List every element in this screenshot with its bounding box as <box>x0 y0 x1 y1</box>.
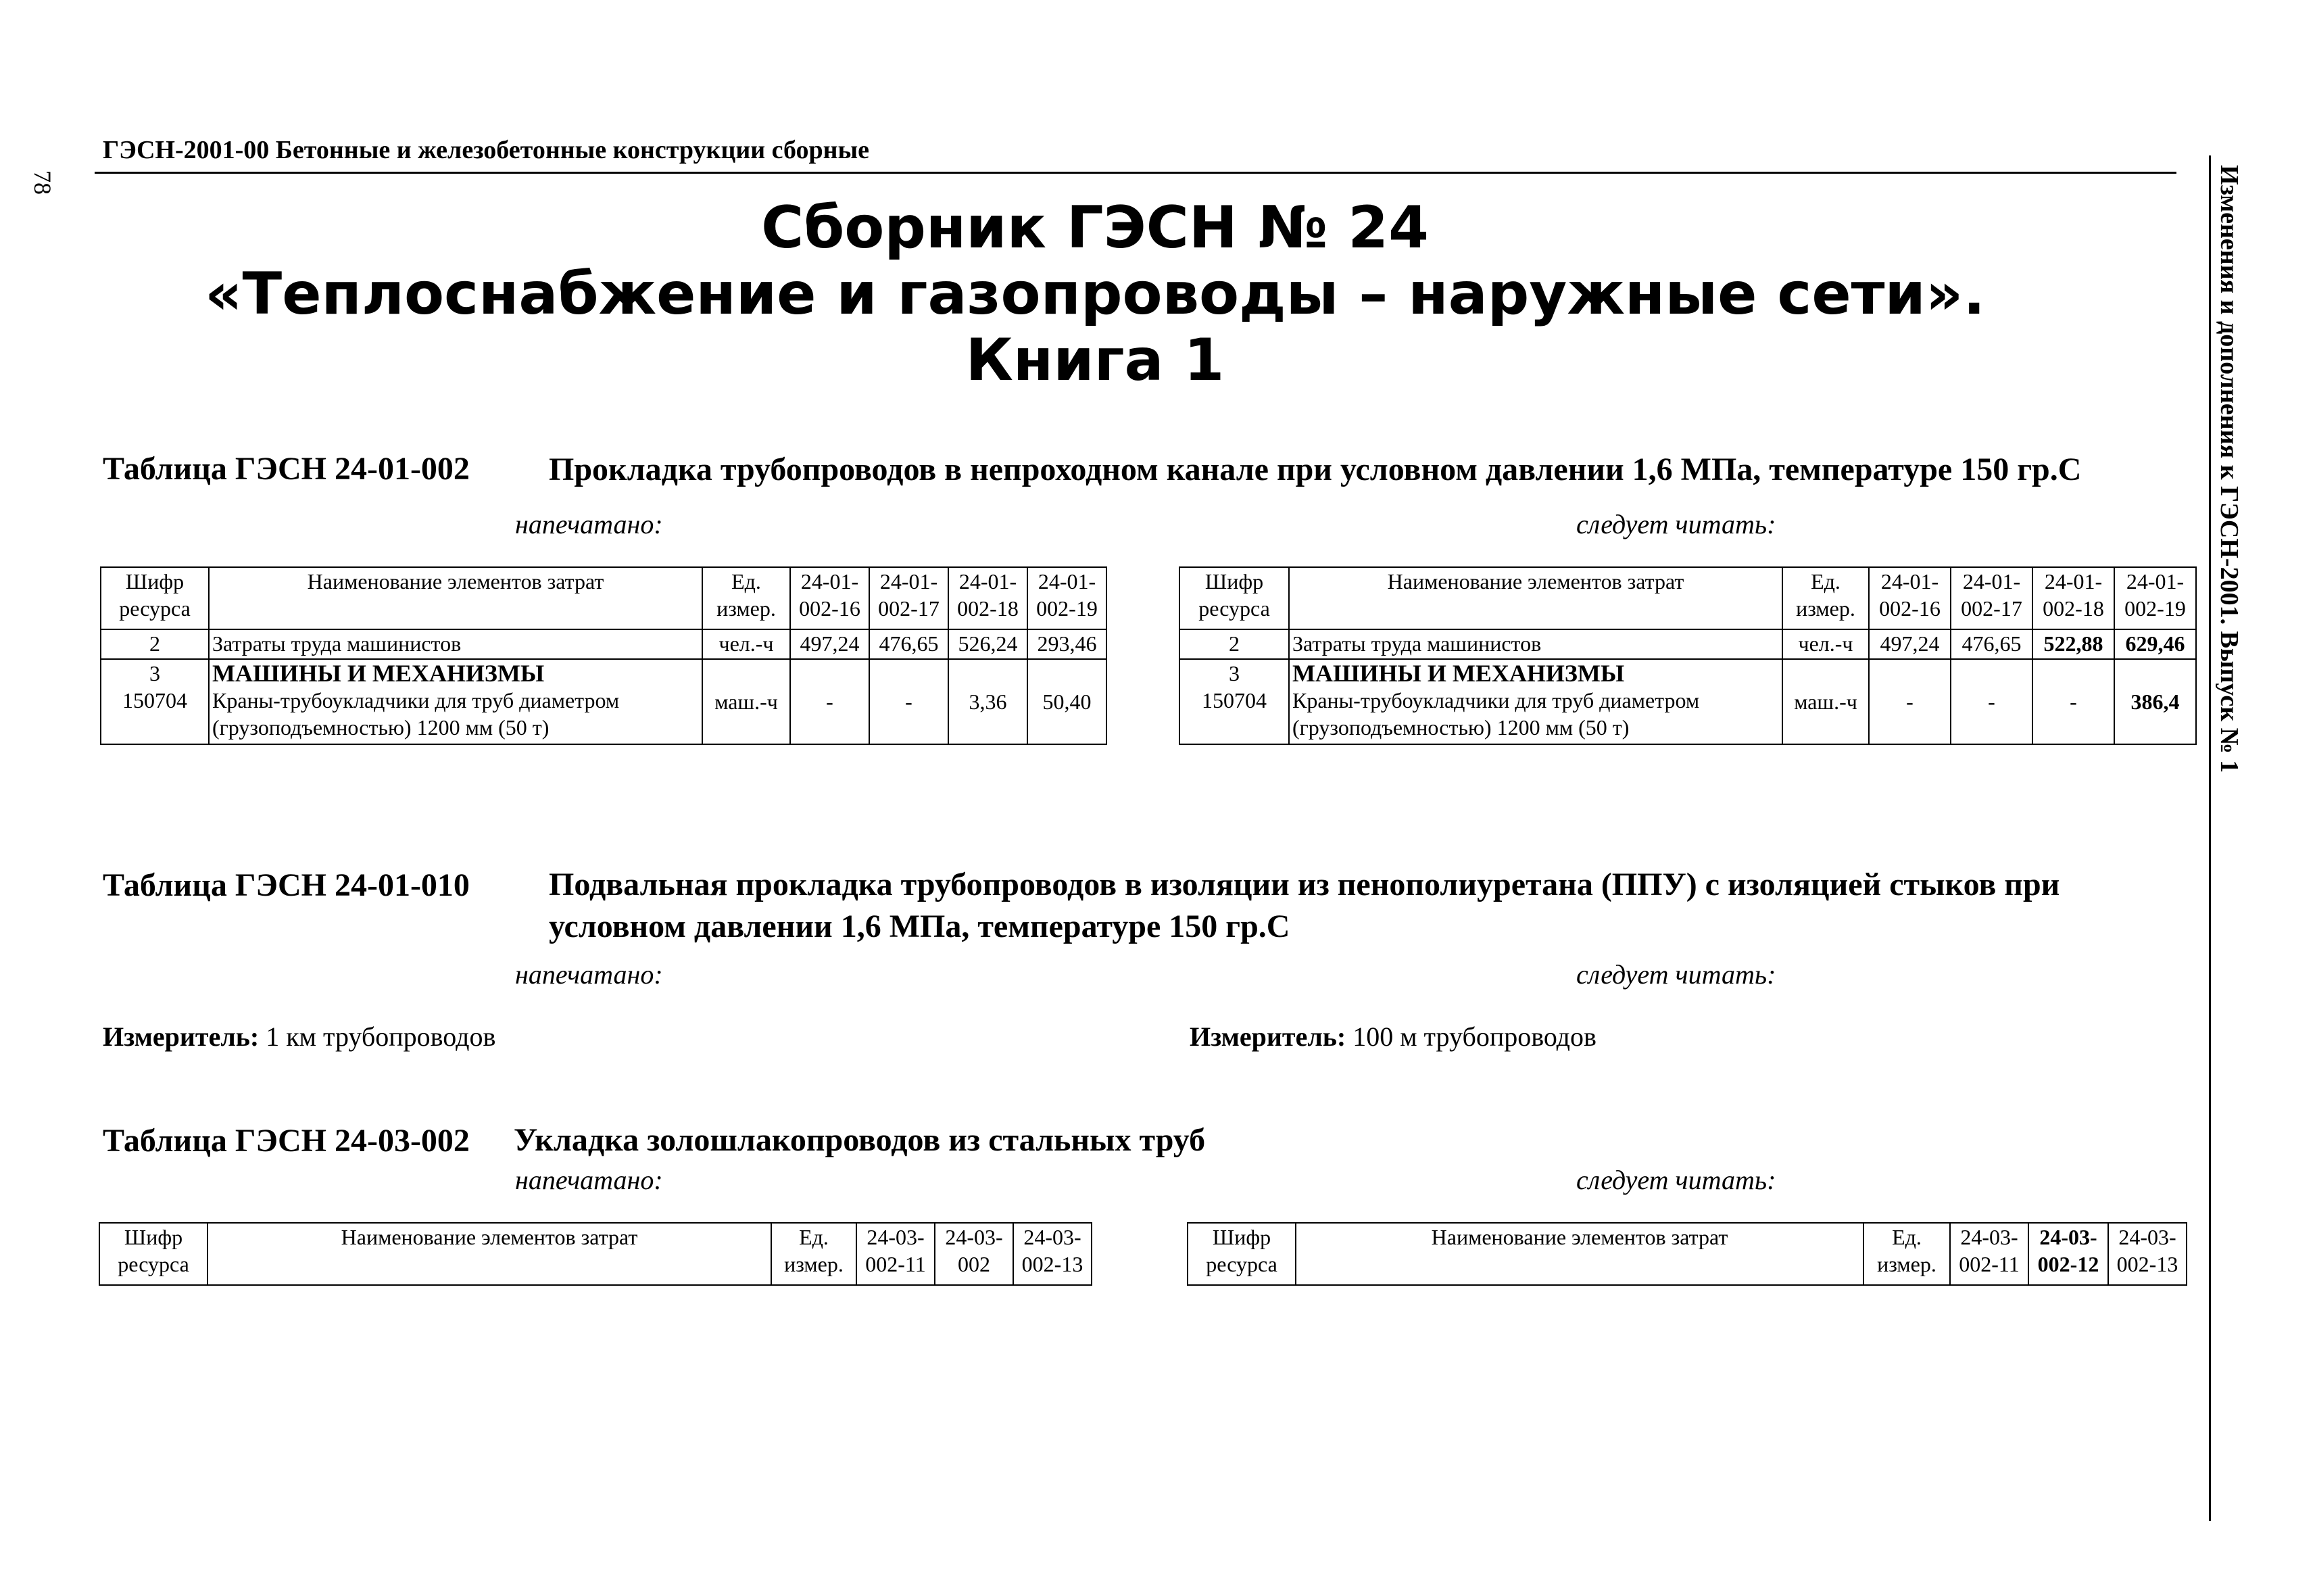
cell-value: 50,40 <box>1027 659 1106 744</box>
header-cell: 24-03-002-13 <box>2108 1223 2187 1285</box>
header-cell: 24-01-002-17 <box>1951 567 2032 629</box>
cell-value: - <box>790 659 869 744</box>
header-cell: 24-01-002-17 <box>869 567 948 629</box>
header-cell: 24-01-002-19 <box>1027 567 1106 629</box>
section1-printed-table <box>100 566 1107 745</box>
cell-value: 476,65 <box>1951 629 2032 659</box>
header-cell: 24-01-002-18 <box>948 567 1027 629</box>
header-cell: Шифр ресурса <box>1188 1223 1296 1285</box>
cell-name: Затраты труда машинистов <box>1289 629 1782 659</box>
collection-title-line2: «Теплоснабжение и газопроводы – наружные сети». <box>204 260 1985 328</box>
cell-group-name: МАШИНЫ И МЕХАНИЗМЫ <box>1292 660 1625 687</box>
header-cell: 24-03-002-11 <box>1950 1223 2028 1285</box>
cell-group-name: МАШИНЫ И МЕХАНИЗМЫ <box>212 660 545 687</box>
cell-value-corrected: 522,88 <box>2032 629 2114 659</box>
cell-code: 3 <box>1229 661 1240 685</box>
section1-description: Прокладка трубопроводов в непроходном канале при условном давлении 1,6 МПа, температуре 150 гр.С <box>549 452 2082 487</box>
section1-correct-label: следует читать: <box>1576 509 1776 539</box>
section3-printed-label: напечатано: <box>515 1165 663 1195</box>
header-cell: 24-03-002-11 <box>856 1223 935 1285</box>
header-cell: Наименование элементов затрат <box>209 567 702 629</box>
header-cell: 24-03-002-13 <box>1013 1223 1092 1285</box>
cell-code-stack <box>1179 659 1289 744</box>
header-cell: Наименование элементов затрат <box>208 1223 771 1285</box>
table-row <box>1179 629 2196 659</box>
header-cell: Шифр ресурса <box>101 567 209 629</box>
cell-unit: чел.-ч <box>702 629 790 659</box>
header-cell: Ед. измер. <box>1782 567 1869 629</box>
section3-printed-table <box>99 1222 1092 1286</box>
measure-value: 100 м трубопроводов <box>1353 1021 1597 1052</box>
page-number: 78 <box>29 170 56 195</box>
header-cell: 24-03-002 <box>935 1223 1013 1285</box>
section1-correct-table <box>1179 566 2197 745</box>
cell-code: 2 <box>1179 629 1289 659</box>
cell-code: 150704 <box>1202 688 1267 712</box>
cell-unit: маш.-ч <box>1782 659 1869 744</box>
measure-label: Измеритель: <box>103 1021 260 1052</box>
header-cell: 24-01-002-16 <box>790 567 869 629</box>
header-cell: 24-01-002-18 <box>2032 567 2114 629</box>
cell-code-stack <box>101 659 209 744</box>
header-cell: Ед. измер. <box>771 1223 856 1285</box>
cell-value-corrected: 386,4 <box>2114 659 2196 744</box>
running-header: ГЭСН-2001-00 Бетонные и железобетонные конструкции сборные <box>103 136 870 164</box>
header-cell: 24-01-002-16 <box>1869 567 1951 629</box>
measure-value: 1 км трубопроводов <box>266 1021 496 1052</box>
cell-value: - <box>1869 659 1951 744</box>
cell-code: 150704 <box>122 688 187 712</box>
cell-value: - <box>2032 659 2114 744</box>
cell-name-stack <box>209 659 702 744</box>
cell-value: 3,36 <box>948 659 1027 744</box>
section3-code: Таблица ГЭСН 24-03-002 <box>103 1123 470 1159</box>
cell-name: Затраты труда машинистов <box>209 629 702 659</box>
section3-description: Укладка золошлакопроводов из стальных труб <box>514 1122 1206 1158</box>
cell-code: 3 <box>149 661 160 685</box>
cell-value: 476,65 <box>869 629 948 659</box>
header-cell: Наименование элементов затрат <box>1296 1223 1863 1285</box>
table-header-row <box>1179 567 2196 629</box>
header-cell: Ед. измер. <box>702 567 790 629</box>
cell-unit: маш.-ч <box>702 659 790 744</box>
header-cell: Ед. измер. <box>1863 1223 1950 1285</box>
cell-unit: чел.-ч <box>1782 629 1869 659</box>
header-cell: Наименование элементов затрат <box>1289 567 1782 629</box>
section2-printed-measure <box>103 1021 495 1053</box>
side-rule <box>2209 155 2211 1521</box>
cell-value: - <box>1951 659 2032 744</box>
cell-value: 497,24 <box>790 629 869 659</box>
section2-description: Подвальная прокладка трубопроводов в изоляции из пенополиуретана (ППУ) с изоляцией стыков при условном давлении 1,6 МПа, температуре 150 гр.С <box>549 867 2060 944</box>
table-row <box>101 659 1106 744</box>
cell-value: 497,24 <box>1869 629 1951 659</box>
header-cell: Шифр ресурса <box>99 1223 208 1285</box>
cell-value: 526,24 <box>948 629 1027 659</box>
header-cell-corrected: 24-03-002-12 <box>2028 1223 2108 1285</box>
header-cell: 24-01-002-19 <box>2114 567 2196 629</box>
cell-name: Краны-трубоукладчики для труб диаметром (грузоподъемностью) 1200 мм (50 т) <box>212 688 620 740</box>
measure-label: Измеритель: <box>1190 1021 1346 1052</box>
section2-code: Таблица ГЭСН 24-01-010 <box>103 867 470 903</box>
section3-correct-label: следует читать: <box>1576 1165 1776 1195</box>
header-cell: Шифр ресурса <box>1179 567 1289 629</box>
header-rule <box>95 172 2176 174</box>
section3-correct-table <box>1187 1222 2187 1286</box>
section1-printed-label: напечатано: <box>515 509 663 539</box>
collection-title <box>135 195 2055 393</box>
cell-code: 2 <box>101 629 209 659</box>
table-row <box>101 629 1106 659</box>
cell-value: - <box>869 659 948 744</box>
collection-title-line3: Книга 1 <box>965 327 1225 394</box>
section2-correct-measure <box>1190 1021 1597 1053</box>
table-header-row <box>101 567 1106 629</box>
table-header-row <box>1188 1223 2187 1285</box>
cell-value: 293,46 <box>1027 629 1106 659</box>
table-header-row <box>99 1223 1092 1285</box>
cell-name: Краны-трубоукладчики для труб диаметром (грузоподъемностью) 1200 мм (50 т) <box>1292 688 1700 740</box>
cell-name-stack <box>1289 659 1782 744</box>
side-note: Изменения и дополнения к ГЭСН-2001. Выпуск № 1 <box>2215 165 2243 773</box>
cell-value-corrected: 629,46 <box>2114 629 2196 659</box>
section1-code: Таблица ГЭСН 24-01-002 <box>103 451 470 487</box>
section2-printed-label: напечатано: <box>515 959 663 990</box>
section2-correct-label: следует читать: <box>1576 959 1776 990</box>
table-row <box>1179 659 2196 744</box>
collection-title-line1: Сборник ГЭСН № 24 <box>761 194 1429 262</box>
